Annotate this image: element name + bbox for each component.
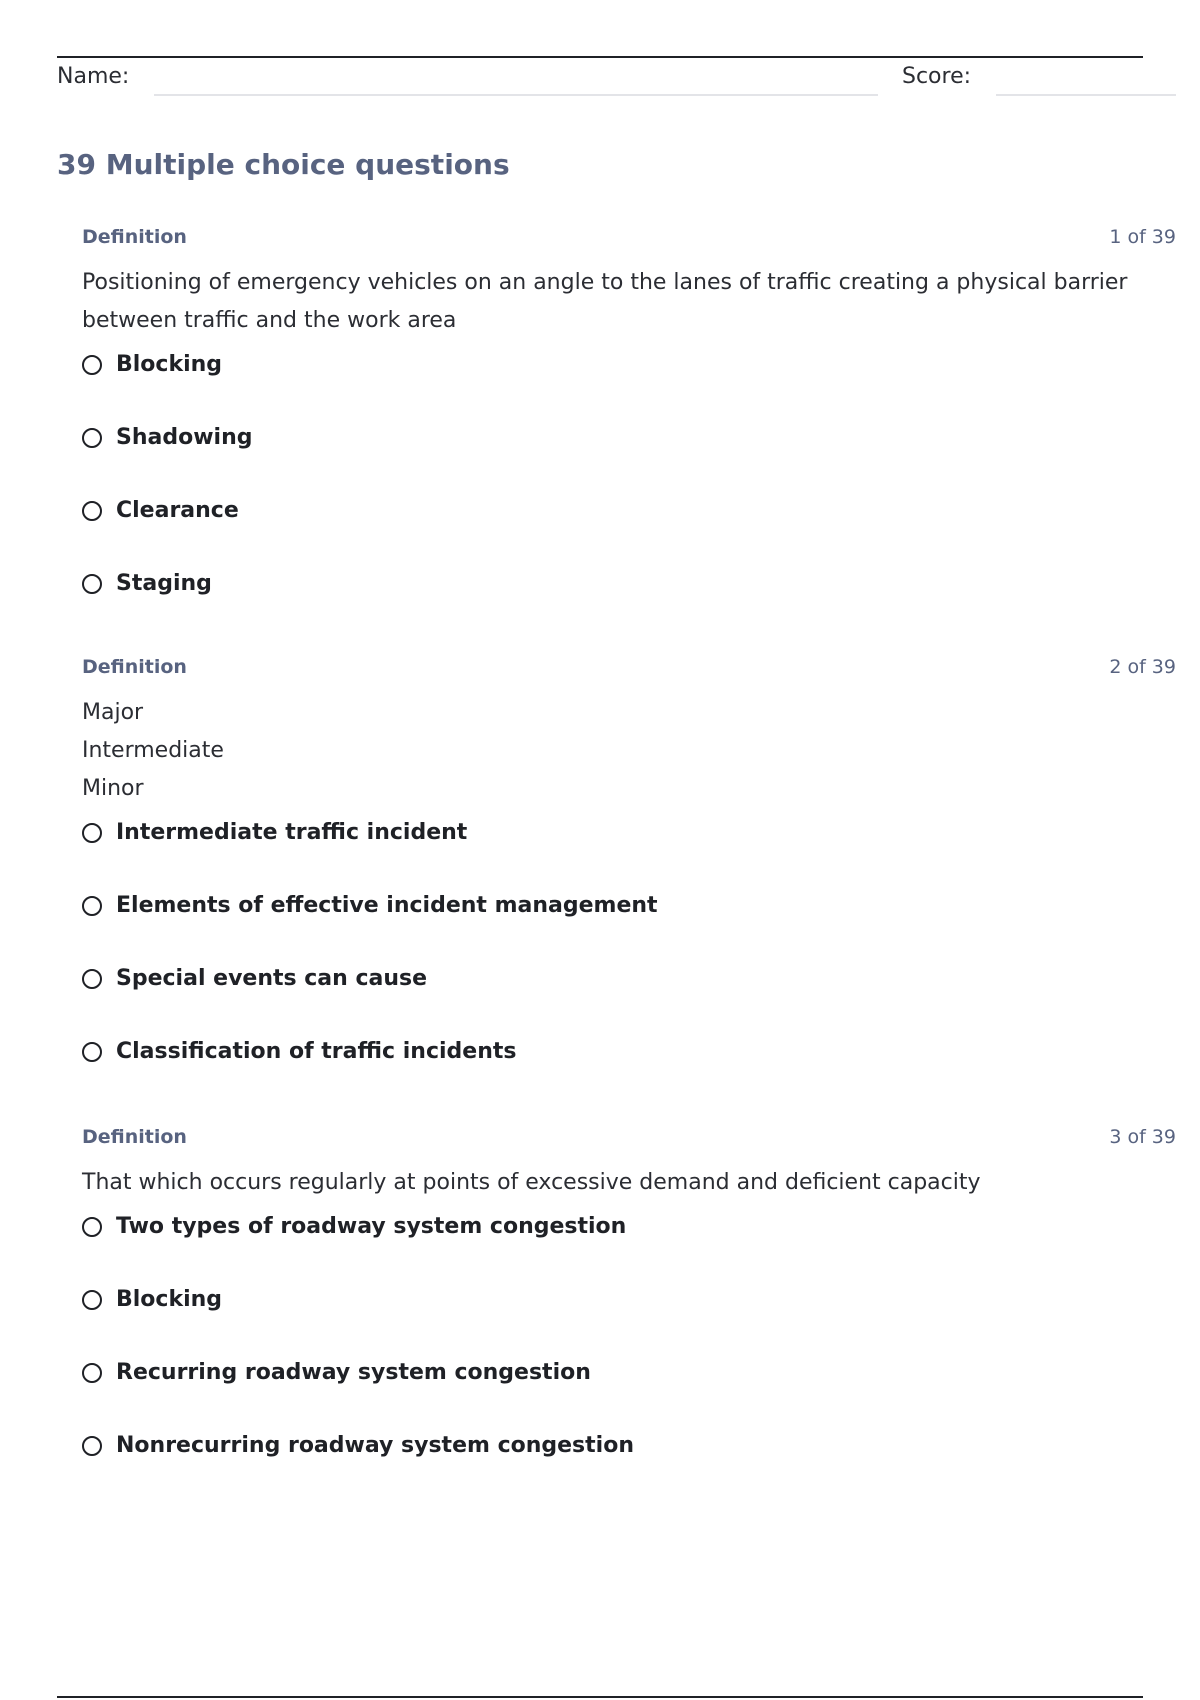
radio-button-icon[interactable] xyxy=(82,1217,102,1237)
option-label: Special events can cause xyxy=(116,966,428,991)
question-counter: 2 of 39 xyxy=(1109,656,1176,678)
radio-button-icon[interactable] xyxy=(82,501,102,521)
prompt-line: Major xyxy=(82,700,144,725)
option-label: Staging xyxy=(116,571,212,596)
radio-button-icon[interactable] xyxy=(82,1363,102,1383)
option-label: Two types of roadway system congestion xyxy=(116,1214,627,1239)
answer-options xyxy=(82,818,1176,1110)
option-label: Nonrecurring roadway system congestion xyxy=(116,1433,634,1458)
question-prompt: That which occurs regularly at points of excessive demand and deficient capacity xyxy=(82,1170,981,1195)
radio-button-icon[interactable] xyxy=(82,428,102,448)
option-label: Blocking xyxy=(116,1287,223,1312)
question-counter: 1 of 39 xyxy=(1109,226,1176,248)
question-type: Definition xyxy=(82,1126,187,1148)
answer-option[interactable] xyxy=(82,350,1176,423)
answer-option[interactable] xyxy=(82,569,1176,642)
name-field-line[interactable] xyxy=(154,94,878,96)
quiz-title: 39 Multiple choice questions xyxy=(57,148,510,181)
question-header xyxy=(82,656,1176,684)
question-header xyxy=(82,226,1176,254)
question-header xyxy=(82,1126,1176,1154)
score-label: Score: xyxy=(902,64,972,89)
radio-button-icon[interactable] xyxy=(82,355,102,375)
radio-button-icon[interactable] xyxy=(82,896,102,916)
radio-button-icon[interactable] xyxy=(82,1290,102,1310)
answer-option[interactable] xyxy=(82,1358,1176,1431)
question-prompt: Positioning of emergency vehicles on an angle to the lanes of traffic creating a physical barrier between traffic and the work area xyxy=(82,270,1128,333)
answer-option[interactable] xyxy=(82,818,1176,891)
top-rule xyxy=(57,56,1143,58)
prompt-line: Minor xyxy=(82,776,144,801)
name-label: Name: xyxy=(57,64,130,89)
question-type: Definition xyxy=(82,656,187,678)
radio-button-icon[interactable] xyxy=(82,574,102,594)
answer-option[interactable] xyxy=(82,1285,1176,1358)
question-prompt xyxy=(82,694,1176,808)
option-label: Shadowing xyxy=(116,425,253,450)
question-type: Definition xyxy=(82,226,187,248)
radio-button-icon[interactable] xyxy=(82,823,102,843)
question-2 xyxy=(82,656,1176,1110)
answer-option[interactable] xyxy=(82,496,1176,569)
answer-option[interactable] xyxy=(82,1037,1176,1110)
option-label: Elements of effective incident management xyxy=(116,893,658,918)
question-1 xyxy=(82,226,1176,642)
option-label: Clearance xyxy=(116,498,239,523)
option-label: Blocking xyxy=(116,352,223,377)
radio-button-icon[interactable] xyxy=(82,1042,102,1062)
answer-option[interactable] xyxy=(82,423,1176,496)
option-label: Classification of traffic incidents xyxy=(116,1039,517,1064)
prompt-line: Intermediate xyxy=(82,738,224,763)
score-field-line[interactable] xyxy=(996,94,1176,96)
answer-options xyxy=(82,1212,1176,1504)
radio-button-icon[interactable] xyxy=(82,1436,102,1456)
question-3 xyxy=(82,1126,1176,1504)
option-label: Intermediate traffic incident xyxy=(116,820,468,845)
radio-button-icon[interactable] xyxy=(82,969,102,989)
option-label: Recurring roadway system congestion xyxy=(116,1360,591,1385)
answer-option[interactable] xyxy=(82,1212,1176,1285)
answer-option[interactable] xyxy=(82,964,1176,1037)
answer-option[interactable] xyxy=(82,891,1176,964)
answer-option[interactable] xyxy=(82,1431,1176,1504)
question-counter: 3 of 39 xyxy=(1109,1126,1176,1148)
answer-options xyxy=(82,350,1176,642)
bottom-rule xyxy=(57,1696,1143,1698)
